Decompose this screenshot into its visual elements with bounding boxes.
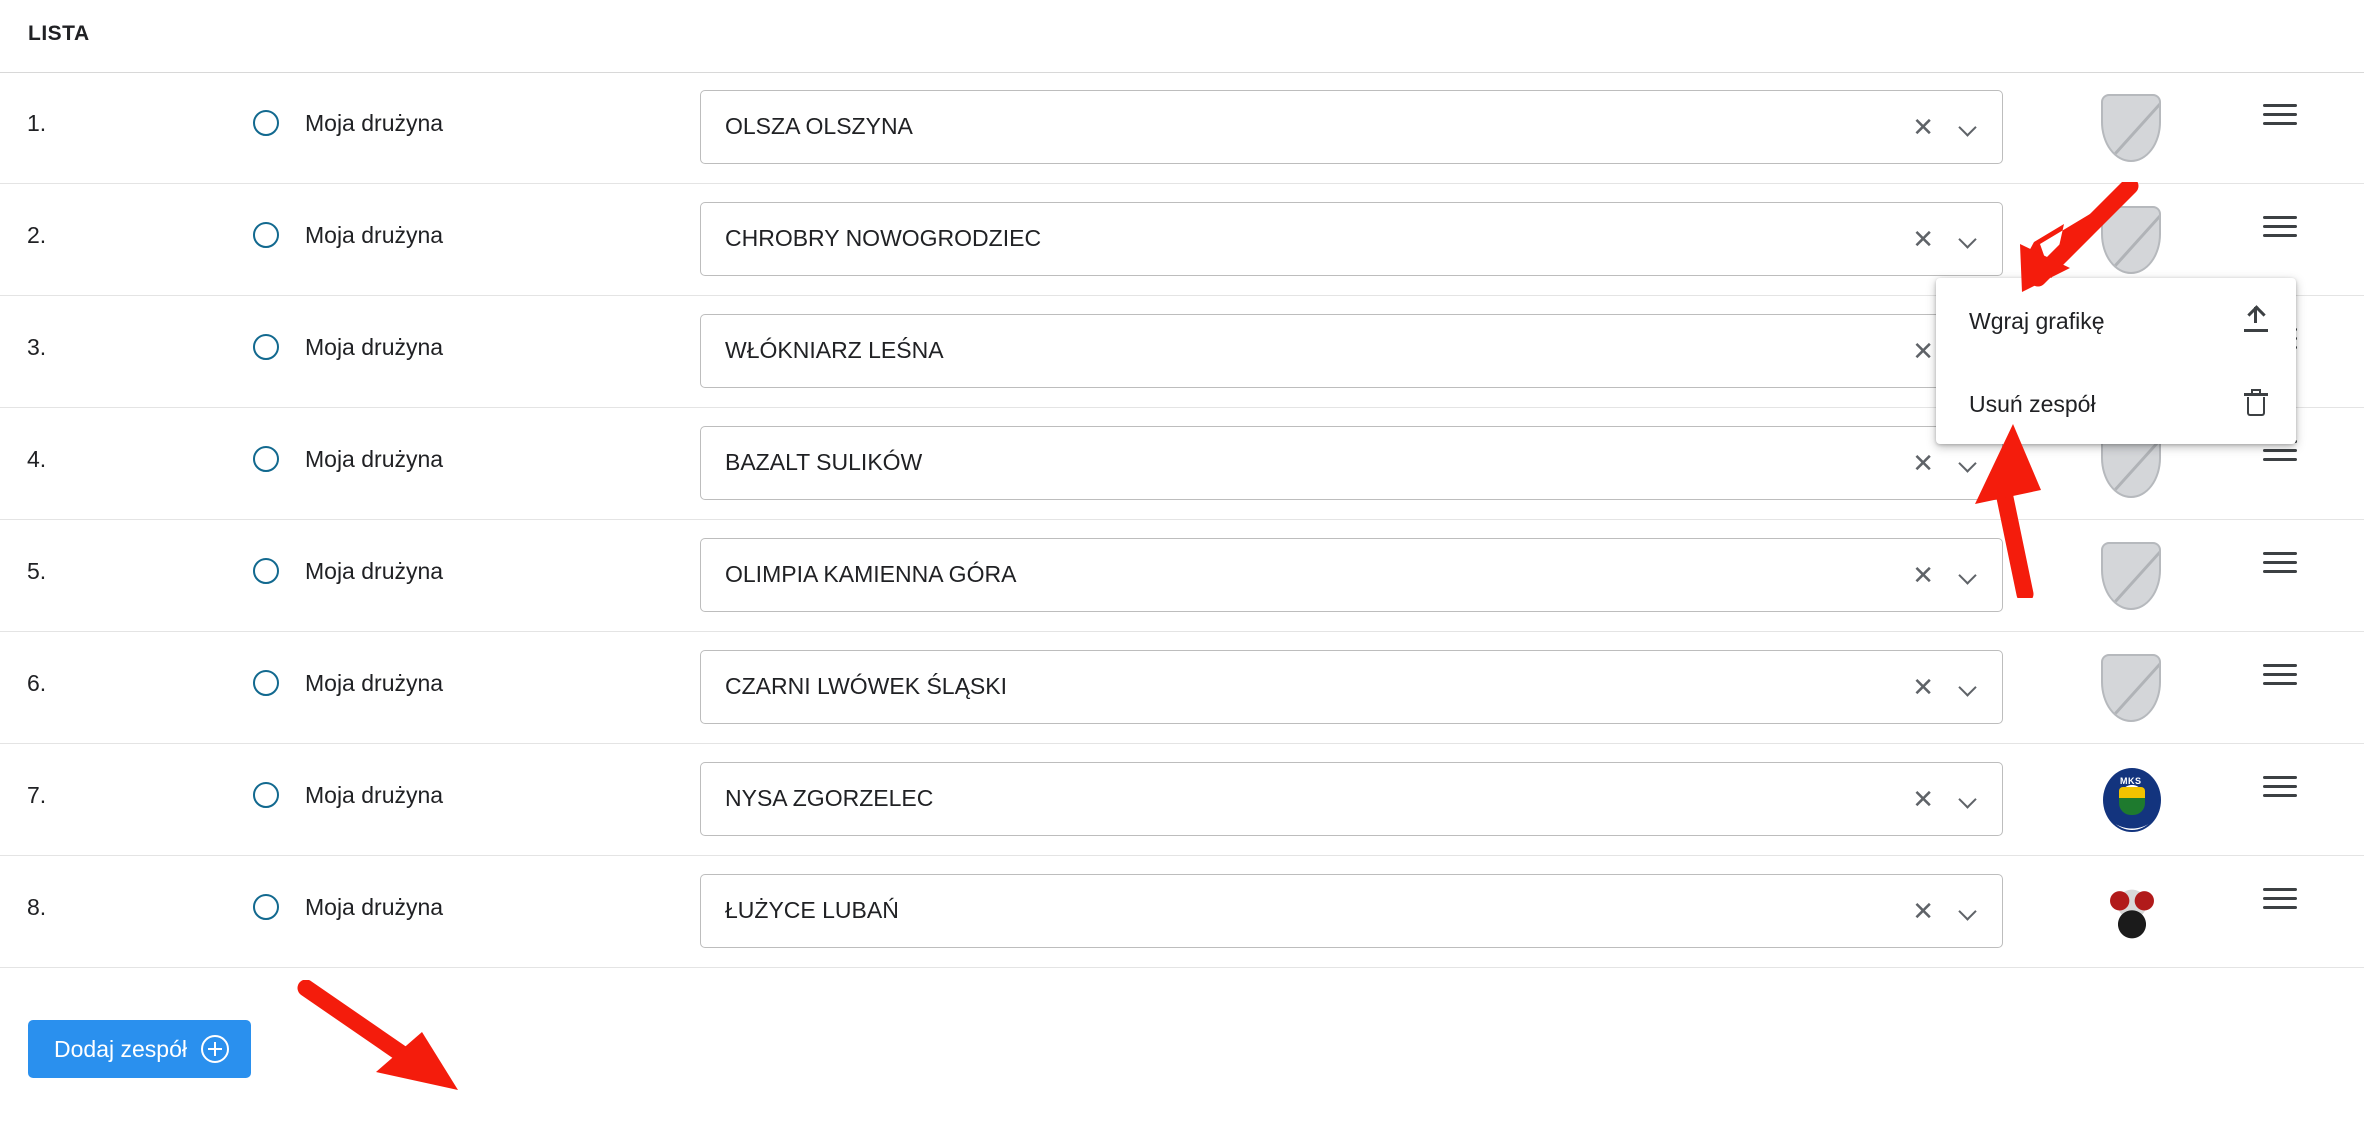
chevron-down-icon[interactable] xyxy=(1960,681,1976,697)
team-select[interactable] xyxy=(700,538,2003,612)
own-team-label: Moja drużyna xyxy=(305,558,444,584)
row-index: 1. xyxy=(27,110,47,136)
drag-handle-icon[interactable] xyxy=(2263,662,2297,688)
clear-icon[interactable]: ✕ xyxy=(1912,560,1934,590)
team-crest[interactable] xyxy=(2093,874,2169,950)
clear-icon[interactable]: ✕ xyxy=(1912,112,1934,142)
team-select-value: CZARNI LWÓWEK ŚLĄSKI xyxy=(725,673,1008,699)
team-select[interactable] xyxy=(700,650,2003,724)
own-team-label: Moja drużyna xyxy=(305,110,444,136)
team-select-value: BAZALT SULIKÓW xyxy=(725,449,923,475)
own-team-radio[interactable] xyxy=(253,558,279,584)
own-team-label: Moja drużyna xyxy=(305,782,444,808)
annotation-arrow-add-team xyxy=(290,980,480,1110)
annotation-arrow-upload xyxy=(1960,182,2140,302)
row-index: 6. xyxy=(27,670,47,696)
table-row xyxy=(0,856,2364,968)
team-crest[interactable] xyxy=(2093,762,2169,838)
trash-icon xyxy=(2242,389,2270,417)
row-index: 8. xyxy=(27,894,47,920)
own-team-label: Moja drużyna xyxy=(305,446,444,472)
own-team-radio[interactable] xyxy=(253,222,279,248)
clear-icon[interactable]: ✕ xyxy=(1912,224,1934,254)
table-row xyxy=(0,744,2364,856)
team-select[interactable] xyxy=(700,90,2003,164)
annotation-arrow-delete xyxy=(1955,418,2085,598)
clear-icon[interactable]: ✕ xyxy=(1912,672,1934,702)
chevron-down-icon[interactable] xyxy=(1960,121,1976,137)
shield-placeholder-icon[interactable] xyxy=(2101,94,2161,162)
upload-icon xyxy=(2242,306,2270,334)
chevron-down-icon[interactable] xyxy=(1960,793,1976,809)
own-team-radio[interactable] xyxy=(253,446,279,472)
team-select[interactable] xyxy=(700,202,2003,276)
team-select-value: ŁUŻYCE LUBAŃ xyxy=(725,897,899,923)
shield-placeholder-icon[interactable] xyxy=(2101,654,2161,722)
team-crest[interactable] xyxy=(2093,538,2169,614)
drag-handle-icon[interactable] xyxy=(2263,774,2297,800)
drag-handle-icon[interactable] xyxy=(2263,886,2297,912)
own-team-radio[interactable] xyxy=(253,894,279,920)
clear-icon[interactable]: ✕ xyxy=(1912,896,1934,926)
drag-handle-icon[interactable] xyxy=(2263,102,2297,128)
row-index: 4. xyxy=(27,446,47,472)
own-team-radio[interactable] xyxy=(253,110,279,136)
own-team-label: Moja drużyna xyxy=(305,222,444,248)
menu-item-upload-graphic-label: Wgraj grafikę xyxy=(1969,308,2105,334)
own-team-label: Moja drużyna xyxy=(305,334,444,360)
page-title: LISTA xyxy=(28,22,90,45)
row-divider xyxy=(0,967,2364,968)
menu-item-delete-team-label: Usuń zespół xyxy=(1969,391,2096,417)
own-team-radio[interactable] xyxy=(253,782,279,808)
team-select[interactable] xyxy=(700,762,2003,836)
row-index: 3. xyxy=(27,334,47,360)
team-select[interactable] xyxy=(700,314,2003,388)
drag-handle-icon[interactable] xyxy=(2263,214,2297,240)
chevron-down-icon[interactable] xyxy=(1960,905,1976,921)
club-crest-nysa-zgorzelec[interactable]: MKS xyxy=(2103,768,2161,832)
team-crest[interactable] xyxy=(2093,90,2169,166)
team-select-value: OLSZA OLSZYNA xyxy=(725,113,913,139)
table-row xyxy=(0,632,2364,744)
team-select-value: CHROBRY NOWOGRODZIEC xyxy=(725,225,1042,251)
team-crest[interactable] xyxy=(2093,650,2169,726)
team-select-value: OLIMPIA KAMIENNA GÓRA xyxy=(725,561,1017,587)
team-select[interactable] xyxy=(700,426,2003,500)
row-index: 2. xyxy=(27,222,47,248)
add-team-button[interactable] xyxy=(28,1020,251,1078)
plus-circle-icon xyxy=(201,1035,229,1063)
clear-icon[interactable]: ✕ xyxy=(1912,336,1934,366)
table-row xyxy=(0,72,2364,184)
team-select-value: NYSA ZGORZELEC xyxy=(725,785,934,811)
clear-icon[interactable]: ✕ xyxy=(1912,784,1934,814)
row-index: 5. xyxy=(27,558,47,584)
own-team-label: Moja drużyna xyxy=(305,894,444,920)
row-index: 7. xyxy=(27,782,47,808)
team-select[interactable] xyxy=(700,874,2003,948)
team-select-value: WŁÓKNIARZ LEŚNA xyxy=(725,337,944,363)
own-team-label: Moja drużyna xyxy=(305,670,444,696)
own-team-radio[interactable] xyxy=(253,334,279,360)
add-team-button-label: Dodaj zespół xyxy=(54,1035,187,1062)
clear-icon[interactable]: ✕ xyxy=(1912,448,1934,478)
own-team-radio[interactable] xyxy=(253,670,279,696)
drag-handle-icon[interactable] xyxy=(2263,550,2297,576)
shield-placeholder-icon[interactable] xyxy=(2101,542,2161,610)
club-crest-luzyce-luban[interactable] xyxy=(2103,880,2161,944)
